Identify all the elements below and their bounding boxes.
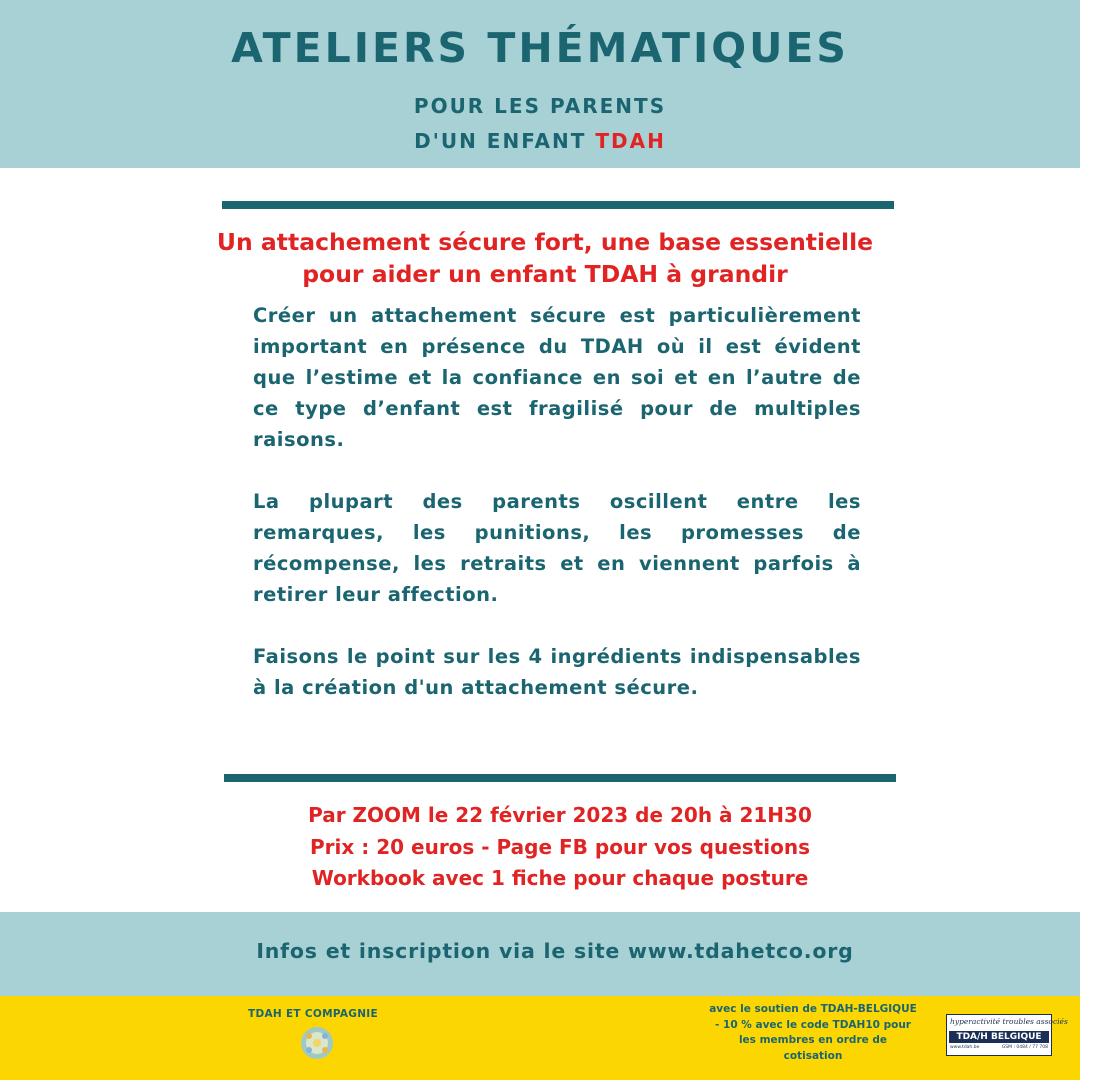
partner-logo-name: TDA/H BELGIQUE: [949, 1031, 1049, 1043]
event-date-line: Par ZOOM le 22 février 2023 de 20h à 21H30: [308, 803, 812, 827]
headline: [0, 226, 1090, 290]
subtitle-line-1: POUR LES PARENTS: [413, 94, 667, 118]
headline-line-1: Un attachement sécure fort, une base essentielle: [216, 228, 874, 256]
support-line-1: avec le soutien de TDAH-BELGIQUE: [709, 1003, 917, 1015]
partner-logo-web: www.tdah.be: [950, 1045, 980, 1050]
header-band: [0, 0, 1080, 168]
body-paragraph-3: Faisons le point sur les 4 ingrédients indispensables à la création d'un attachement sécure.: [253, 645, 861, 699]
top-divider: [222, 201, 894, 209]
partner-logo-tagline: hyperactivité troubles associés: [950, 1017, 1068, 1026]
headline-line-2: pour aider un enfant TDAH à grandir: [302, 260, 788, 288]
support-line-3: les membres en ordre de: [738, 1034, 888, 1046]
footer-band: [0, 996, 1080, 1080]
info-band: [0, 912, 1080, 996]
event-workbook-line: Workbook avec 1 fiche pour chaque posture: [311, 866, 809, 890]
body-paragraph-1: Créer un attachement sécure est particulièrement important en présence du TDAH où il est évident que l’estime et la confiance en soi et en l’autre de ce type d’enfant est fragilisé pour de multiples raisons.: [253, 304, 861, 451]
subtitle-highlight-tdah: TDAH: [595, 129, 666, 153]
page-title: ATELIERS THÉMATIQUES: [231, 24, 849, 72]
body-text: [253, 300, 861, 734]
support-line-4: cotisation: [783, 1049, 843, 1062]
support-line-2: - 10 % avec le code TDAH10 pour: [715, 1018, 911, 1031]
brand-name: TDAH ET COMPAGNIE: [248, 1008, 378, 1020]
tdah-belgique-logo: [946, 1014, 1068, 1056]
partner-logo-phone: GSM : 0484 / 77 708: [1001, 1045, 1048, 1050]
info-registration-text: Infos et inscription via le site www.tdahetco.org: [256, 939, 854, 963]
subtitle-prefix: D'UN ENFANT: [414, 129, 596, 153]
body-paragraph-2: La plupart des parents oscillent entre les remarques, les punitions, les promesses de récompense, les retraits et en viennent parfois à retirer leur affection.: [253, 490, 861, 606]
tdah-et-compagnie-logo-icon: [300, 1026, 334, 1060]
support-text: [688, 1002, 938, 1064]
event-price-line: Prix : 20 euros - Page FB pour vos questions: [310, 834, 810, 859]
subtitle-line-2: [0, 129, 1080, 153]
event-details: [0, 800, 1120, 895]
bottom-divider: [224, 774, 896, 782]
